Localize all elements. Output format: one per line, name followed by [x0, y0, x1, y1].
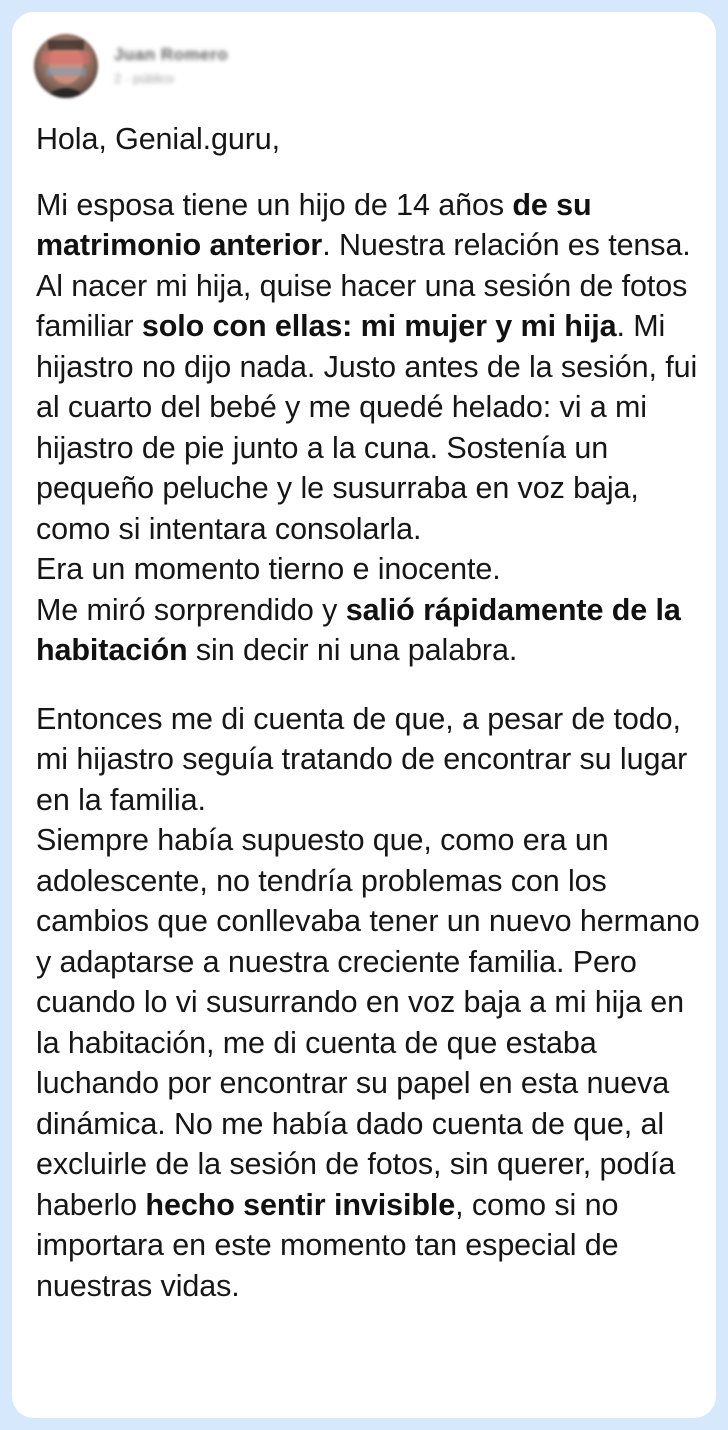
post-body [36, 119, 706, 1334]
avatar[interactable] [34, 34, 98, 98]
avatar-image [34, 34, 98, 98]
text-span: Me miró sorprendido y [36, 592, 346, 627]
text-span: Mi esposa tiene un hijo de 14 años [36, 187, 513, 222]
text-span: Siempre había supuesto que, como era un adolescente, no tendría problemas con los cambios que conllevaba tener un nuevo hermano y adaptarse a nuestra creciente familia. Pero cuando lo vi susurrando en voz baja a mi hija en la habitación, me di cuenta de que estaba luchando por encontrar su papel en esta nueva dinámica. No me había dado cuenta de que, al excluirle de la sesión de fotos, sin querer, podía haberlo [36, 823, 700, 1222]
bold-text: solo con ellas: mi mujer y mi hija [141, 309, 617, 343]
text-span: Era un momento tierno e inocente. [36, 552, 501, 586]
post-card [12, 12, 716, 1418]
bold-text: salió rápidamente de la habitación [36, 592, 681, 667]
paragraph-1 [36, 185, 706, 671]
text-span: sin decir ni una palabra. [187, 633, 518, 667]
author-name[interactable]: Juan Romero [114, 45, 229, 64]
bold-text: de su matrimonio anterior [36, 187, 592, 262]
text-span: . Mi hijastro no dijo nada. Justo antes de la sesión, fui al cuarto del bebé y me quedé helado: vi a mi hijastro de pie junto a la cuna. Sostenía un pequeño peluche y le susurraba en voz baja, como si intentara consolarla. [36, 309, 698, 546]
text-span: Entonces me di cuenta de que, a pesar de todo, mi hijastro seguía tratando de encontrar su lugar en la familia. [36, 701, 688, 817]
post-meta: 2 · público [114, 71, 174, 86]
post-header [34, 33, 228, 99]
text-span: . Nuestra relación es tensa. Al nacer mi hija, quise hacer una sesión de fotos familiar [36, 228, 691, 343]
paragraph-2 [36, 699, 706, 1307]
greeting: Hola, Genial.guru, [36, 122, 281, 156]
author-info [114, 46, 228, 86]
bold-text: hecho sentir invisible [145, 1187, 456, 1222]
text-span: , como si no importara en este momento tan especial de nuestras vidas. [36, 1187, 619, 1303]
